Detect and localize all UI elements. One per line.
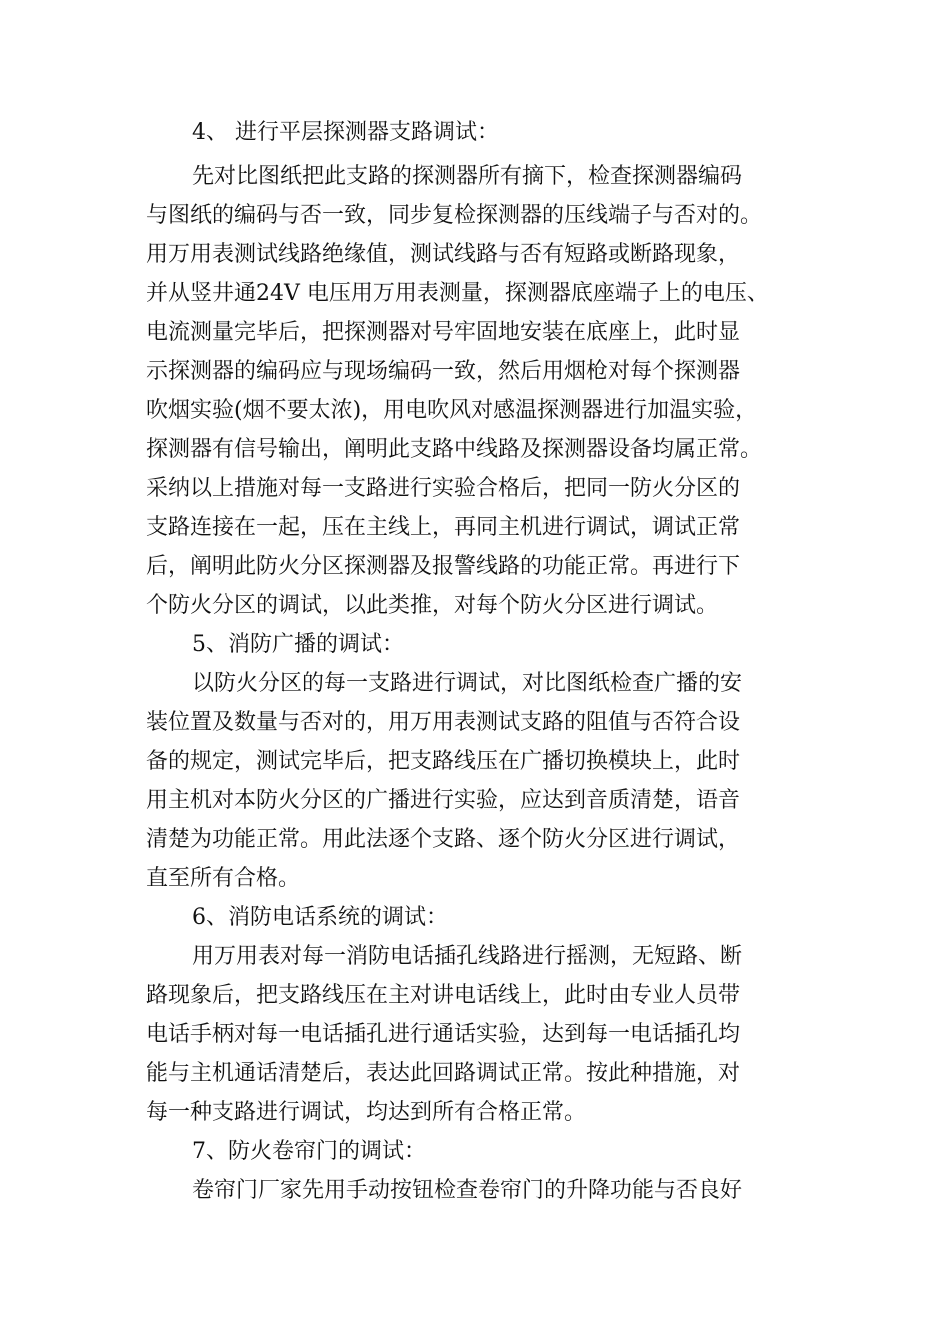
paragraph-line: 卷帘门厂家先用手动按钮检查卷帘门的升降功能与否良好 xyxy=(192,1178,743,1203)
paragraph-line: 用万用表对每一消防电话插孔线路进行摇测，无短路、断 xyxy=(192,944,743,969)
heading-item-6: 6、消防电话系统的调试： xyxy=(192,905,448,930)
paragraph-line: 个防火分区的调试，以此类推，对每个防火分区进行调试。 xyxy=(146,593,719,618)
paragraph-line: 吹烟实验(烟不要太浓)，用电吹风对感温探测器进行加温实验， xyxy=(146,398,758,423)
paragraph-line: 装位置及数量与否对的，用万用表测试支路的阻值与否符合设 xyxy=(146,710,741,735)
paragraph-line: 探测器有信号输出，阐明此支路中线路及探测器设备均属正常。 xyxy=(146,437,763,462)
heading-item-5: 5、消防广播的调试： xyxy=(192,632,404,657)
paragraph-line: 备的规定，测试完毕后，把支路线压在广播切换模块上，此时 xyxy=(146,749,741,774)
paragraph-line: 能与主机通话清楚后，表达此回路调试正常。按此种措施，对 xyxy=(146,1061,741,1086)
paragraph-line: 清楚为功能正常。用此法逐个支路、逐个防火分区进行调试， xyxy=(146,827,741,852)
paragraph-line: 先对比图纸把此支路的探测器所有摘下，检查探测器编码 xyxy=(192,164,743,189)
heading-item-7: 7、防火卷帘门的调试： xyxy=(192,1139,426,1164)
paragraph-line: 用主机对本防火分区的广播进行实验，应达到音质清楚，语音 xyxy=(146,788,741,813)
paragraph-line: 以防火分区的每一支路进行调试，对比图纸检查广播的安 xyxy=(192,671,743,696)
paragraph-line: 采纳以上措施对每一支路进行实验合格后，把同一防火分区的 xyxy=(146,476,741,501)
paragraph-line: 支路连接在一起，压在主线上，再同主机进行调试，调试正常 xyxy=(146,515,741,540)
paragraph-line: 示探测器的编码应与现场编码一致，然后用烟枪对每个探测器 xyxy=(146,359,741,384)
paragraph-line: 电话手柄对每一电话插孔进行通话实验，达到每一电话插孔均 xyxy=(146,1022,741,1047)
heading-item-4: 4、 进行平层探测器支路调试： xyxy=(192,120,499,145)
paragraph-line: 直至所有合格。 xyxy=(146,866,301,891)
paragraph-line: 并从竖井通24V 电压用万用表测量，探测器底座端子上的电压、 xyxy=(146,281,769,306)
paragraph-line: 后，阐明此防火分区探测器及报警线路的功能正常。再进行下 xyxy=(146,554,741,579)
paragraph-line: 每一种支路进行调试，均达到所有合格正常。 xyxy=(146,1100,587,1125)
paragraph-line: 用万用表测试线路绝缘值，测试线路与否有短路或断路现象， xyxy=(146,242,741,267)
paragraph-line: 电流测量完毕后，把探测器对号牢固地安装在底座上，此时显 xyxy=(146,320,741,345)
paragraph-line: 路现象后，把支路线压在主对讲电话线上，此时由专业人员带 xyxy=(146,983,741,1008)
paragraph-line: 与图纸的编码与否一致，同步复检探测器的压线端子与否对的。 xyxy=(146,203,763,228)
